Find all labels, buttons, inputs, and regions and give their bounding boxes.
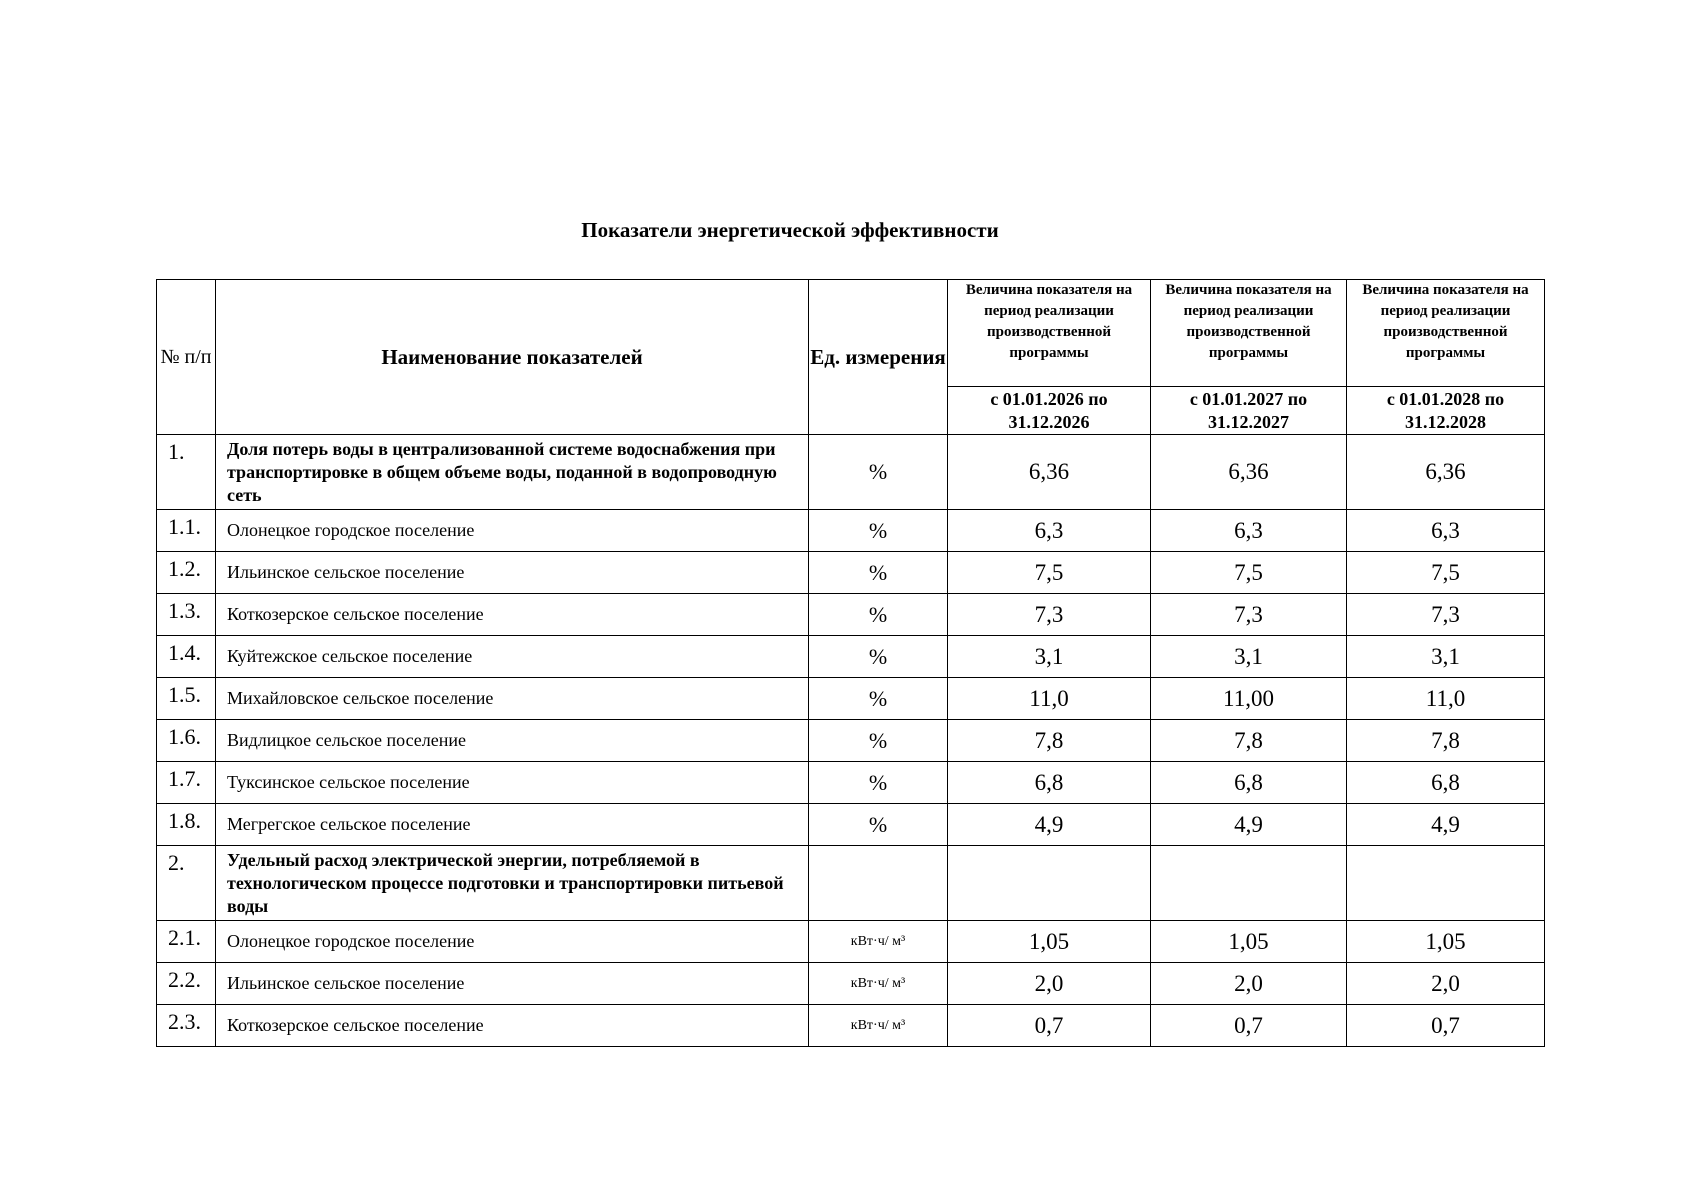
row-value-2027: 11,00 [1151, 678, 1347, 720]
row-value-2028: 6,3 [1347, 510, 1545, 552]
header-name: Наименование показателей [216, 280, 809, 435]
row-number: 2. [157, 846, 216, 921]
row-unit: % [809, 510, 948, 552]
header-number: № п/п [157, 280, 216, 435]
table-row [157, 762, 1545, 804]
row-value-2028: 1,05 [1347, 921, 1545, 963]
row-value-2027: 2,0 [1151, 963, 1347, 1005]
row-value-2027: 3,1 [1151, 636, 1347, 678]
row-value-2026: 6,8 [948, 762, 1151, 804]
row-value-2026: 6,36 [948, 435, 1151, 510]
row-value-2027: 7,8 [1151, 720, 1347, 762]
row-unit: % [809, 762, 948, 804]
table-row [157, 720, 1545, 762]
row-unit: % [809, 636, 948, 678]
row-unit: % [809, 678, 948, 720]
table-row [157, 921, 1545, 963]
table-row [157, 510, 1545, 552]
row-value-2028: 6,8 [1347, 762, 1545, 804]
table-row [157, 678, 1545, 720]
row-number: 1.3. [157, 594, 216, 636]
table-row [157, 636, 1545, 678]
row-value-2026: 4,9 [948, 804, 1151, 846]
row-name: Коткозерское сельское поселение [216, 594, 809, 636]
row-number: 1.8. [157, 804, 216, 846]
row-value-2026: 1,05 [948, 921, 1151, 963]
row-value-2028: 4,9 [1347, 804, 1545, 846]
row-value-2026: 0,7 [948, 1005, 1151, 1047]
row-unit: % [809, 804, 948, 846]
row-unit: % [809, 720, 948, 762]
row-name: Куйтежское сельское поселение [216, 636, 809, 678]
row-value-2027: 4,9 [1151, 804, 1347, 846]
row-value-2028 [1347, 846, 1545, 921]
table-row [157, 804, 1545, 846]
row-value-2026: 7,3 [948, 594, 1151, 636]
row-value-2026: 7,8 [948, 720, 1151, 762]
header-date-2028: с 01.01.2028 по 31.12.2028 [1347, 387, 1545, 435]
row-value-2027: 7,5 [1151, 552, 1347, 594]
header-period-1: Величина показателя на период реализации производственной программы [948, 280, 1151, 387]
row-value-2028: 7,3 [1347, 594, 1545, 636]
row-value-2026: 11,0 [948, 678, 1151, 720]
table-row [157, 435, 1545, 510]
row-name: Мегрегское сельское поселение [216, 804, 809, 846]
row-unit: % [809, 594, 948, 636]
row-name: Михайловское сельское поселение [216, 678, 809, 720]
table-row [157, 594, 1545, 636]
indicators-table [156, 279, 1545, 1047]
row-name: Ильинское сельское поселение [216, 963, 809, 1005]
row-number: 1.2. [157, 552, 216, 594]
row-name: Туксинское сельское поселение [216, 762, 809, 804]
row-name: Доля потерь воды в централизованной системе водоснабжения при транспортировке в общем объеме воды, поданной в водопроводную сеть [216, 435, 809, 510]
row-number: 1.5. [157, 678, 216, 720]
row-name: Олонецкое городское поселение [216, 921, 809, 963]
row-value-2028: 7,5 [1347, 552, 1545, 594]
row-number: 2.2. [157, 963, 216, 1005]
row-value-2028: 3,1 [1347, 636, 1545, 678]
header-period-2: Величина показателя на период реализации производственной программы [1151, 280, 1347, 387]
row-name: Олонецкое городское поселение [216, 510, 809, 552]
row-value-2026 [948, 846, 1151, 921]
row-unit: кВт·ч/ м³ [809, 963, 948, 1005]
header-date-2026: с 01.01.2026 по 31.12.2026 [948, 387, 1151, 435]
row-value-2027: 0,7 [1151, 1005, 1347, 1047]
row-number: 1.1. [157, 510, 216, 552]
row-unit: кВт·ч/ м³ [809, 1005, 948, 1047]
row-unit: % [809, 552, 948, 594]
row-value-2027: 6,36 [1151, 435, 1347, 510]
row-number: 2.1. [157, 921, 216, 963]
row-number: 1.6. [157, 720, 216, 762]
row-value-2027: 1,05 [1151, 921, 1347, 963]
row-value-2027 [1151, 846, 1347, 921]
row-value-2028: 6,36 [1347, 435, 1545, 510]
document-title: Показатели энергетической эффективности [581, 218, 999, 242]
row-value-2027: 6,8 [1151, 762, 1347, 804]
row-value-2028: 7,8 [1347, 720, 1545, 762]
row-value-2028: 11,0 [1347, 678, 1545, 720]
row-value-2027: 7,3 [1151, 594, 1347, 636]
row-name: Ильинское сельское поселение [216, 552, 809, 594]
row-name: Удельный расход электрической энергии, потребляемой в технологическом процессе подготовки и транспортировки питьевой воды [216, 846, 809, 921]
row-number: 1.4. [157, 636, 216, 678]
header-date-2027: с 01.01.2027 по 31.12.2027 [1151, 387, 1347, 435]
table-row [157, 552, 1545, 594]
row-number: 1. [157, 435, 216, 510]
table-row [157, 963, 1545, 1005]
table-row [157, 1005, 1545, 1047]
row-name: Видлицкое сельское поселение [216, 720, 809, 762]
row-value-2026: 3,1 [948, 636, 1151, 678]
row-value-2028: 2,0 [1347, 963, 1545, 1005]
row-value-2028: 0,7 [1347, 1005, 1545, 1047]
row-number: 1.7. [157, 762, 216, 804]
header-unit: Ед. измерения [809, 280, 948, 435]
row-unit: кВт·ч/ м³ [809, 921, 948, 963]
row-number: 2.3. [157, 1005, 216, 1047]
row-name: Коткозерское сельское поселение [216, 1005, 809, 1047]
table-row [157, 846, 1545, 921]
row-value-2026: 2,0 [948, 963, 1151, 1005]
row-unit [809, 846, 948, 921]
header-period-3: Величина показателя на период реализации производственной программы [1347, 280, 1545, 387]
row-value-2027: 6,3 [1151, 510, 1347, 552]
row-unit: % [809, 435, 948, 510]
row-value-2026: 7,5 [948, 552, 1151, 594]
row-value-2026: 6,3 [948, 510, 1151, 552]
